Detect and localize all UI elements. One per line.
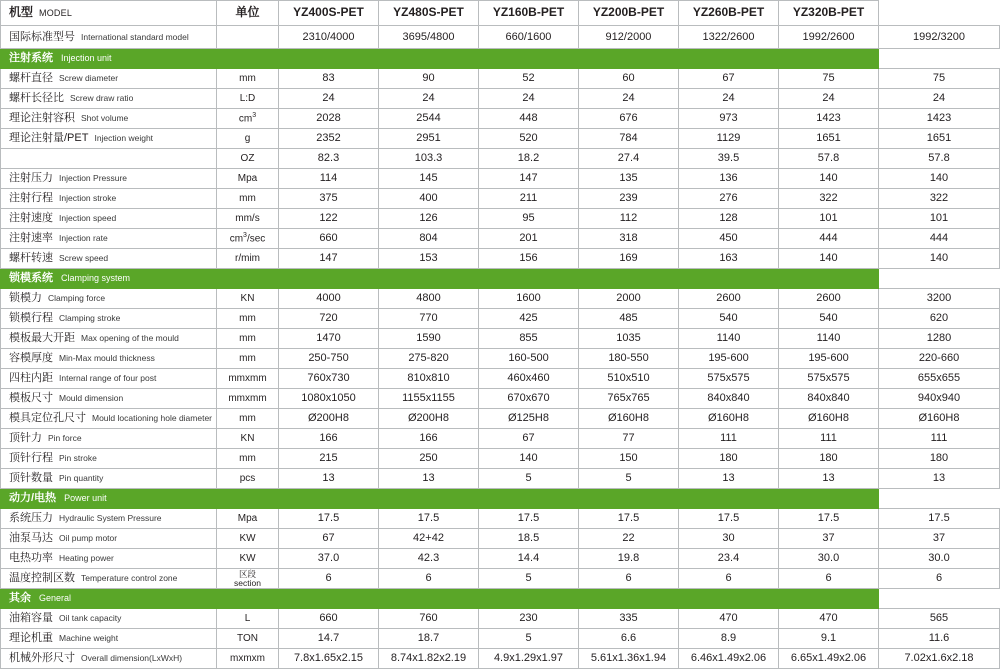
- cell-value: 166: [279, 429, 379, 449]
- cell-value: 5.61x1.36x1.94: [579, 649, 679, 669]
- row-label: 注射压力 Injection Pressure: [1, 169, 217, 189]
- row-unit: mm: [217, 189, 279, 209]
- table-row: [1, 549, 1000, 569]
- cell-value: 620: [879, 309, 1000, 329]
- cell-value: 6: [679, 569, 779, 589]
- table-row: [1, 26, 1000, 49]
- cell-value: 575x575: [679, 369, 779, 389]
- table-row: [1, 469, 1000, 489]
- row-unit: 区段 section: [217, 569, 279, 589]
- cell-value: 37: [879, 529, 1000, 549]
- cell-value: 230: [479, 609, 579, 629]
- header-unit-label: 单位: [217, 1, 279, 26]
- cell-value: 1651: [879, 129, 1000, 149]
- cell-value: 8.74x1.82x2.19: [379, 649, 479, 669]
- cell-value: 5: [479, 469, 579, 489]
- cell-value: 111: [779, 429, 879, 449]
- row-unit: g: [217, 129, 279, 149]
- cell-value: 160-500: [479, 349, 579, 369]
- cell-value: 24: [279, 89, 379, 109]
- section-header-1: [1, 49, 1000, 69]
- table-row: [1, 169, 1000, 189]
- row-label: 模板尺寸 Mould dimension: [1, 389, 217, 409]
- row-unit: [217, 26, 279, 49]
- cell-value: 145: [379, 169, 479, 189]
- table-row: [1, 69, 1000, 89]
- row-label: 顶针数量 Pin quantity: [1, 469, 217, 489]
- cell-value: 810x810: [379, 369, 479, 389]
- cell-value: 8.9: [679, 629, 779, 649]
- cell-value: 24: [679, 89, 779, 109]
- cell-value: 18.5: [479, 529, 579, 549]
- row-label: 电热功率 Heating power: [1, 549, 217, 569]
- cell-value: 322: [879, 189, 1000, 209]
- cell-value: 660: [279, 229, 379, 249]
- cell-value: 510x510: [579, 369, 679, 389]
- cell-value: 444: [779, 229, 879, 249]
- table-row: [1, 189, 1000, 209]
- cell-value: 42+42: [379, 529, 479, 549]
- cell-value: 520: [479, 129, 579, 149]
- row-label: 锁模力 Clamping force: [1, 289, 217, 309]
- cell-value: 655x655: [879, 369, 1000, 389]
- cell-value: 24: [779, 89, 879, 109]
- cell-value: 211: [479, 189, 579, 209]
- cell-value: 7.02x1.6x2.18: [879, 649, 1000, 669]
- cell-value: 540: [779, 309, 879, 329]
- cell-value: 13: [279, 469, 379, 489]
- cell-value: 112: [579, 209, 679, 229]
- header-model-2: YZ480S-PET: [379, 1, 479, 26]
- cell-value: 4000: [279, 289, 379, 309]
- row-label: 国际标准型号 International standard model: [1, 26, 217, 49]
- row-unit: L:D: [217, 89, 279, 109]
- table-row: [1, 249, 1000, 269]
- table-row: [1, 609, 1000, 629]
- cell-value: 6.46x1.49x2.06: [679, 649, 779, 669]
- cell-value: 75: [779, 69, 879, 89]
- cell-value: Ø160H8: [879, 409, 1000, 429]
- row-unit: Mpa: [217, 509, 279, 529]
- cell-value: 17.5: [479, 509, 579, 529]
- row-label: 注射行程 Injection stroke: [1, 189, 217, 209]
- cell-value: 444: [879, 229, 1000, 249]
- table-row: [1, 229, 1000, 249]
- cell-value: Ø200H8: [279, 409, 379, 429]
- section-title: 其余 General: [1, 589, 879, 609]
- cell-value: 17.5: [379, 509, 479, 529]
- cell-value: 335: [579, 609, 679, 629]
- row-label: 四柱内距 Internal range of four post: [1, 369, 217, 389]
- cell-value: 6.6: [579, 629, 679, 649]
- row-unit: OZ: [217, 149, 279, 169]
- cell-value: 2600: [679, 289, 779, 309]
- cell-value: 760: [379, 609, 479, 629]
- cell-value: 6: [879, 569, 1000, 589]
- cell-value: 195-600: [679, 349, 779, 369]
- cell-value: 37: [779, 529, 879, 549]
- row-unit: mm/s: [217, 209, 279, 229]
- table-row: [1, 149, 1000, 169]
- section-header-3: [1, 489, 1000, 509]
- cell-value: 855: [479, 329, 579, 349]
- cell-value: 276: [679, 189, 779, 209]
- cell-value: 1600: [479, 289, 579, 309]
- cell-value: 2544: [379, 109, 479, 129]
- cell-value: 180: [879, 449, 1000, 469]
- row-unit: KN: [217, 429, 279, 449]
- cell-value: 1140: [679, 329, 779, 349]
- cell-value: 24: [479, 89, 579, 109]
- cell-value: Ø160H8: [679, 409, 779, 429]
- cell-value: 23.4: [679, 549, 779, 569]
- cell-value: 6: [379, 569, 479, 589]
- table-row: [1, 369, 1000, 389]
- cell-value: 195-600: [779, 349, 879, 369]
- cell-value: 24: [879, 89, 1000, 109]
- row-unit: $cm^3/\sec$: [217, 229, 279, 249]
- cell-value: 7.8x1.65x2.15: [279, 649, 379, 669]
- cell-value: 1155x1155: [379, 389, 479, 409]
- row-label: 油泵马达 Oil pump motor: [1, 529, 217, 549]
- table-row: [1, 129, 1000, 149]
- cell-value: 101: [879, 209, 1000, 229]
- row-label: 油箱容量 Oil tank capacity: [1, 609, 217, 629]
- cell-value: 13: [779, 469, 879, 489]
- cell-value: Ø160H8: [779, 409, 879, 429]
- cell-value: 135: [579, 169, 679, 189]
- table-row: [1, 349, 1000, 369]
- row-label: 锁模行程 Clamping stroke: [1, 309, 217, 329]
- cell-value: 82.3: [279, 149, 379, 169]
- cell-value: 670x670: [479, 389, 579, 409]
- row-unit: mm: [217, 409, 279, 429]
- cell-value: 180: [779, 449, 879, 469]
- table-row: [1, 89, 1000, 109]
- cell-value: 485: [579, 309, 679, 329]
- row-label: 温度控制区数 Temperature control zone: [1, 569, 217, 589]
- cell-value: 940x940: [879, 389, 1000, 409]
- cell-value: 180-550: [579, 349, 679, 369]
- cell-value: 140: [779, 169, 879, 189]
- cell-value: 42.3: [379, 549, 479, 569]
- section-header-4: [1, 589, 1000, 609]
- table-row: [1, 629, 1000, 649]
- cell-value: 67: [679, 69, 779, 89]
- cell-value: 425: [479, 309, 579, 329]
- cell-value: 147: [479, 169, 579, 189]
- row-unit: pcs: [217, 469, 279, 489]
- cell-value: 448: [479, 109, 579, 129]
- cell-value: 1280: [879, 329, 1000, 349]
- table-row: [1, 309, 1000, 329]
- table-row: [1, 649, 1000, 669]
- cell-value: 1423: [879, 109, 1000, 129]
- cell-value: 18.2: [479, 149, 579, 169]
- cell-value: Ø160H8: [579, 409, 679, 429]
- cell-value: 24: [579, 89, 679, 109]
- cell-value: 1322/2600: [679, 26, 779, 49]
- row-unit: mm: [217, 449, 279, 469]
- cell-value: 2000: [579, 289, 679, 309]
- cell-value: 470: [779, 609, 879, 629]
- cell-value: 18.7: [379, 629, 479, 649]
- cell-value: 147: [279, 249, 379, 269]
- cell-value: 103.3: [379, 149, 479, 169]
- cell-value: 1423: [779, 109, 879, 129]
- header-model-1: YZ400S-PET: [279, 1, 379, 26]
- row-unit: KW: [217, 549, 279, 569]
- cell-value: 14.7: [279, 629, 379, 649]
- row-unit: L: [217, 609, 279, 629]
- cell-value: 400: [379, 189, 479, 209]
- row-unit: $cm^3$: [217, 109, 279, 129]
- cell-value: 111: [679, 429, 779, 449]
- cell-value: 77: [579, 429, 679, 449]
- row-unit: mmxmm: [217, 389, 279, 409]
- cell-value: Ø200H8: [379, 409, 479, 429]
- section-title: 锁模系统 Clamping system: [1, 269, 879, 289]
- cell-value: 13: [379, 469, 479, 489]
- cell-value: 150: [579, 449, 679, 469]
- row-label: 螺杆直径 Screw diameter: [1, 69, 217, 89]
- cell-value: 30: [679, 529, 779, 549]
- row-unit: mxmxm: [217, 649, 279, 669]
- cell-value: 153: [379, 249, 479, 269]
- cell-value: 720: [279, 309, 379, 329]
- cell-value: 1035: [579, 329, 679, 349]
- cell-value: 126: [379, 209, 479, 229]
- cell-value: 169: [579, 249, 679, 269]
- cell-value: 2310/4000: [279, 26, 379, 49]
- cell-value: 375: [279, 189, 379, 209]
- cell-value: 27.4: [579, 149, 679, 169]
- row-unit: KW: [217, 529, 279, 549]
- cell-value: 1470: [279, 329, 379, 349]
- cell-value: 973: [679, 109, 779, 129]
- cell-value: 250: [379, 449, 479, 469]
- cell-value: 220-660: [879, 349, 1000, 369]
- cell-value: 13: [879, 469, 1000, 489]
- cell-value: 17.5: [779, 509, 879, 529]
- cell-value: 770: [379, 309, 479, 329]
- cell-value: 2951: [379, 129, 479, 149]
- cell-value: 30.0: [879, 549, 1000, 569]
- row-label: 注射速率 Injection rate: [1, 229, 217, 249]
- header-model-3: YZ160B-PET: [479, 1, 579, 26]
- row-label: 理论注射容积 Shot volume: [1, 109, 217, 129]
- row-unit: mmxmm: [217, 369, 279, 389]
- section-header-2: [1, 269, 1000, 289]
- cell-value: 239: [579, 189, 679, 209]
- header-model-label: 机型 MODEL: [1, 1, 217, 26]
- cell-value: 17.5: [679, 509, 779, 529]
- cell-value: 19.8: [579, 549, 679, 569]
- cell-value: 275-820: [379, 349, 479, 369]
- row-unit: mm: [217, 349, 279, 369]
- cell-value: 575x575: [779, 369, 879, 389]
- cell-value: 111: [879, 429, 1000, 449]
- cell-value: 52: [479, 69, 579, 89]
- cell-value: 17.5: [879, 509, 1000, 529]
- cell-value: 470: [679, 609, 779, 629]
- row-unit: TON: [217, 629, 279, 649]
- table-row: [1, 209, 1000, 229]
- row-label: 螺杆长径比 Screw draw ratio: [1, 89, 217, 109]
- cell-value: 2028: [279, 109, 379, 129]
- cell-value: 5: [579, 469, 679, 489]
- cell-value: 1992/2600: [779, 26, 879, 49]
- table-row: [1, 569, 1000, 589]
- cell-value: 6: [279, 569, 379, 589]
- cell-value: 6: [579, 569, 679, 589]
- row-unit: Mpa: [217, 169, 279, 189]
- cell-value: 24: [379, 89, 479, 109]
- cell-value: 75: [879, 69, 1000, 89]
- cell-value: 3695/4800: [379, 26, 479, 49]
- cell-value: 201: [479, 229, 579, 249]
- cell-value: 660: [279, 609, 379, 629]
- row-unit: mm: [217, 329, 279, 349]
- cell-value: 840x840: [779, 389, 879, 409]
- table-row: [1, 429, 1000, 449]
- row-label: 顶针行程 Pin stroke: [1, 449, 217, 469]
- table-header-row: [1, 1, 1000, 26]
- cell-value: 2352: [279, 129, 379, 149]
- cell-value: 676: [579, 109, 679, 129]
- row-unit: mm: [217, 69, 279, 89]
- cell-value: 840x840: [679, 389, 779, 409]
- row-label: 模具定位孔尺寸 Mould locationing hole diameter: [1, 409, 217, 429]
- cell-value: Ø125H8: [479, 409, 579, 429]
- cell-value: 450: [679, 229, 779, 249]
- cell-value: 140: [479, 449, 579, 469]
- cell-value: 14.4: [479, 549, 579, 569]
- cell-value: 11.6: [879, 629, 1000, 649]
- cell-value: 1129: [679, 129, 779, 149]
- cell-value: 250-750: [279, 349, 379, 369]
- cell-value: 163: [679, 249, 779, 269]
- row-label: 机械外形尺寸 Overall dimension(LxWxH): [1, 649, 217, 669]
- section-title: 动力/电热 Power unit: [1, 489, 879, 509]
- cell-value: 37.0: [279, 549, 379, 569]
- table-row: [1, 449, 1000, 469]
- cell-value: 765x765: [579, 389, 679, 409]
- cell-value: 6: [779, 569, 879, 589]
- cell-value: 156: [479, 249, 579, 269]
- row-label: 系统压力 Hydraulic System Pressure: [1, 509, 217, 529]
- cell-value: 67: [479, 429, 579, 449]
- cell-value: 140: [879, 249, 1000, 269]
- cell-value: 17.5: [579, 509, 679, 529]
- cell-value: 4800: [379, 289, 479, 309]
- cell-value: 4.9x1.29x1.97: [479, 649, 579, 669]
- row-unit: mm: [217, 309, 279, 329]
- cell-value: 318: [579, 229, 679, 249]
- cell-value: 1992/3200: [879, 26, 1000, 49]
- table-row: [1, 529, 1000, 549]
- cell-value: 5: [479, 629, 579, 649]
- cell-value: 565: [879, 609, 1000, 629]
- cell-value: 784: [579, 129, 679, 149]
- cell-value: 13: [679, 469, 779, 489]
- cell-value: 90: [379, 69, 479, 89]
- cell-value: 1590: [379, 329, 479, 349]
- row-label: 顶针力 Pin force: [1, 429, 217, 449]
- row-label: 注射速度 Injection speed: [1, 209, 217, 229]
- cell-value: 30.0: [779, 549, 879, 569]
- cell-value: 6.65x1.49x2.06: [779, 649, 879, 669]
- cell-value: 460x460: [479, 369, 579, 389]
- cell-value: 39.5: [679, 149, 779, 169]
- header-model-6: YZ320B-PET: [779, 1, 879, 26]
- cell-value: 60: [579, 69, 679, 89]
- cell-value: 1651: [779, 129, 879, 149]
- row-label: 理论注射量/PET Injection weight: [1, 129, 217, 149]
- row-unit: r/mim: [217, 249, 279, 269]
- cell-value: 804: [379, 229, 479, 249]
- cell-value: 760x730: [279, 369, 379, 389]
- row-label: [1, 149, 217, 169]
- cell-value: 912/2000: [579, 26, 679, 49]
- cell-value: 322: [779, 189, 879, 209]
- table-row: [1, 389, 1000, 409]
- table-row: [1, 509, 1000, 529]
- row-label: 模板最大开距 Max opening of the mould: [1, 329, 217, 349]
- cell-value: 95: [479, 209, 579, 229]
- cell-value: 2600: [779, 289, 879, 309]
- cell-value: 17.5: [279, 509, 379, 529]
- table-row: [1, 289, 1000, 309]
- table-row: [1, 409, 1000, 429]
- row-label: 螺杆转速 Screw speed: [1, 249, 217, 269]
- cell-value: 83: [279, 69, 379, 89]
- cell-value: 22: [579, 529, 679, 549]
- cell-value: 3200: [879, 289, 1000, 309]
- cell-value: 57.8: [779, 149, 879, 169]
- header-model-4: YZ200B-PET: [579, 1, 679, 26]
- cell-value: 136: [679, 169, 779, 189]
- cell-value: 128: [679, 209, 779, 229]
- cell-value: 166: [379, 429, 479, 449]
- cell-value: 114: [279, 169, 379, 189]
- cell-value: 140: [879, 169, 1000, 189]
- cell-value: 67: [279, 529, 379, 549]
- cell-value: 57.8: [879, 149, 1000, 169]
- cell-value: 122: [279, 209, 379, 229]
- cell-value: 660/1600: [479, 26, 579, 49]
- cell-value: 180: [679, 449, 779, 469]
- row-unit: KN: [217, 289, 279, 309]
- cell-value: 215: [279, 449, 379, 469]
- section-title: 注射系统 Injection unit: [1, 49, 879, 69]
- table-row: [1, 329, 1000, 349]
- table-row: [1, 109, 1000, 129]
- cell-value: 101: [779, 209, 879, 229]
- header-model-5: YZ260B-PET: [679, 1, 779, 26]
- cell-value: 1080x1050: [279, 389, 379, 409]
- cell-value: 540: [679, 309, 779, 329]
- cell-value: 1140: [779, 329, 879, 349]
- row-label: 理论机重 Machine weight: [1, 629, 217, 649]
- row-label: 容模厚度 Min-Max mould thickness: [1, 349, 217, 369]
- cell-value: 140: [779, 249, 879, 269]
- cell-value: 5: [479, 569, 579, 589]
- cell-value: 9.1: [779, 629, 879, 649]
